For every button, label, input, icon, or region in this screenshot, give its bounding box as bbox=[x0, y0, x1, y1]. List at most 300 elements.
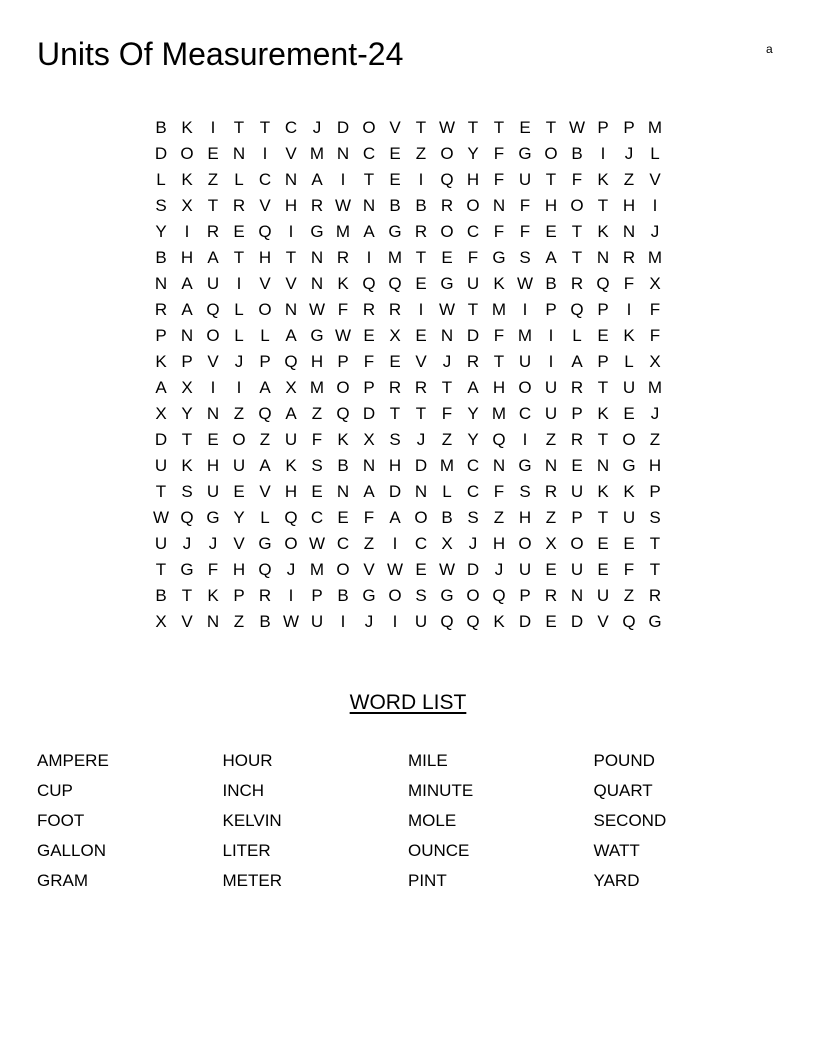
grid-letter: R bbox=[388, 300, 402, 319]
grid-letter: N bbox=[284, 170, 298, 189]
grid-letter: W bbox=[386, 560, 404, 579]
grid-letter: N bbox=[336, 482, 350, 501]
grid-letter: G bbox=[648, 612, 662, 631]
word-list-item: AMPERE bbox=[37, 751, 109, 770]
grid-letter: D bbox=[466, 326, 480, 345]
grid-letter: U bbox=[596, 586, 610, 605]
grid-letter: T bbox=[493, 352, 505, 371]
grid-letter: Q bbox=[440, 170, 454, 189]
grid-letter: T bbox=[415, 118, 427, 137]
grid-letter: M bbox=[517, 326, 533, 345]
grid-letter: H bbox=[284, 482, 298, 501]
grid-row bbox=[148, 115, 668, 141]
grid-letter: A bbox=[363, 222, 375, 241]
grid-letter: S bbox=[467, 508, 479, 527]
grid-letter: N bbox=[440, 326, 454, 345]
word-list bbox=[37, 746, 779, 896]
grid-letter: B bbox=[337, 586, 349, 605]
grid-letter: I bbox=[652, 196, 658, 215]
grid-letter: A bbox=[285, 326, 297, 345]
grid-letter: Z bbox=[545, 430, 557, 449]
grid-letter: J bbox=[416, 430, 426, 449]
grid-letter: Q bbox=[492, 430, 506, 449]
grid-letter: G bbox=[518, 456, 532, 475]
grid-letter: A bbox=[155, 378, 167, 397]
grid-letter: J bbox=[312, 118, 322, 137]
grid-letter: J bbox=[286, 560, 296, 579]
grid-letter: R bbox=[648, 586, 662, 605]
grid-letter: N bbox=[596, 456, 610, 475]
grid-letter: T bbox=[363, 170, 375, 189]
grid-letter: Z bbox=[259, 430, 271, 449]
word-list-item: LITER bbox=[222, 841, 271, 860]
grid-letter: H bbox=[492, 378, 506, 397]
grid-letter: N bbox=[206, 404, 220, 423]
grid-letter: Z bbox=[623, 170, 635, 189]
grid-letter: U bbox=[622, 378, 636, 397]
grid-letter: X bbox=[649, 274, 661, 293]
grid-letter: I bbox=[548, 352, 554, 371]
grid-letter: E bbox=[545, 560, 557, 579]
grid-letter: M bbox=[647, 118, 663, 137]
grid-letter: T bbox=[285, 248, 297, 267]
grid-letter: T bbox=[155, 560, 167, 579]
grid-letter: N bbox=[180, 326, 194, 345]
grid-letter: X bbox=[363, 430, 375, 449]
grid-letter: H bbox=[206, 456, 220, 475]
grid-letter: O bbox=[440, 144, 454, 163]
word-list-heading-row bbox=[0, 689, 816, 717]
grid-letter: Y bbox=[181, 404, 193, 423]
grid-letter: W bbox=[438, 300, 456, 319]
grid-letter: I bbox=[288, 222, 294, 241]
grid-letter: F bbox=[649, 326, 661, 345]
grid-letter: T bbox=[597, 430, 609, 449]
grid-letter: S bbox=[415, 586, 427, 605]
grid-letter: B bbox=[259, 612, 271, 631]
grid-letter: R bbox=[622, 248, 636, 267]
grid-letter: C bbox=[362, 144, 376, 163]
grid-letter: T bbox=[233, 118, 245, 137]
grid-letter: J bbox=[364, 612, 374, 631]
grid-letter: P bbox=[181, 352, 193, 371]
grid-letter: F bbox=[337, 300, 349, 319]
grid-letter: V bbox=[649, 170, 661, 189]
grid-letter: O bbox=[466, 196, 480, 215]
grid-letter: E bbox=[233, 222, 245, 241]
grid-letter: M bbox=[335, 222, 351, 241]
grid-letter: V bbox=[259, 482, 271, 501]
grid-letter: T bbox=[649, 560, 661, 579]
grid-letter: S bbox=[311, 456, 323, 475]
grid-letter: R bbox=[258, 586, 272, 605]
grid-letter: U bbox=[622, 508, 636, 527]
grid-letter: S bbox=[181, 482, 193, 501]
grid-letter: K bbox=[285, 456, 297, 475]
grid-letter: E bbox=[415, 274, 427, 293]
grid-letter: E bbox=[389, 352, 401, 371]
grid-letter: L bbox=[260, 326, 270, 345]
grid-letter: Z bbox=[233, 404, 245, 423]
grid-row bbox=[148, 193, 668, 219]
grid-letter: E bbox=[597, 560, 609, 579]
grid-letter: K bbox=[597, 222, 609, 241]
grid-letter: N bbox=[232, 144, 246, 163]
word-list-item: QUART bbox=[593, 781, 653, 800]
grid-letter: F bbox=[493, 170, 505, 189]
grid-letter: O bbox=[180, 144, 194, 163]
grid-letter: V bbox=[597, 612, 609, 631]
grid-letter: Z bbox=[441, 430, 453, 449]
grid-letter: G bbox=[362, 586, 376, 605]
grid-letter: O bbox=[232, 430, 246, 449]
grid-letter: C bbox=[466, 482, 480, 501]
grid-letter: H bbox=[310, 352, 324, 371]
grid-letter: O bbox=[258, 300, 272, 319]
grid-letter: W bbox=[438, 118, 456, 137]
grid-letter: P bbox=[623, 118, 635, 137]
grid-letter: N bbox=[362, 196, 376, 215]
grid-letter: P bbox=[259, 352, 271, 371]
grid-letter: A bbox=[285, 404, 297, 423]
grid-letter: K bbox=[181, 456, 193, 475]
grid-letter: Q bbox=[622, 612, 636, 631]
grid-letter: W bbox=[516, 274, 534, 293]
grid-letter: H bbox=[544, 196, 558, 215]
grid-letter: Z bbox=[415, 144, 427, 163]
grid-letter: K bbox=[597, 170, 609, 189]
grid-letter: E bbox=[571, 456, 583, 475]
grid-letter: A bbox=[545, 248, 557, 267]
grid-letter: V bbox=[207, 352, 219, 371]
grid-letter: B bbox=[545, 274, 557, 293]
grid-letter: I bbox=[236, 378, 242, 397]
grid-letter: N bbox=[544, 456, 558, 475]
grid-row bbox=[148, 297, 668, 323]
grid-row bbox=[148, 401, 668, 427]
grid-letter: C bbox=[336, 534, 350, 553]
grid-letter: F bbox=[363, 352, 375, 371]
word-list-item: YARD bbox=[593, 871, 640, 890]
grid-letter: K bbox=[337, 274, 349, 293]
grid-letter: I bbox=[392, 612, 398, 631]
grid-letter: U bbox=[518, 560, 532, 579]
grid-letter: I bbox=[262, 144, 268, 163]
grid-letter: Y bbox=[155, 222, 167, 241]
grid-letter: O bbox=[206, 326, 220, 345]
grid-letter: W bbox=[308, 534, 326, 553]
grid-row bbox=[148, 349, 668, 375]
grid-letter: A bbox=[467, 378, 479, 397]
grid-letter: R bbox=[466, 352, 480, 371]
grid-letter: P bbox=[519, 586, 531, 605]
grid-letter: Q bbox=[284, 352, 298, 371]
grid-letter: I bbox=[392, 534, 398, 553]
grid-letter: O bbox=[518, 534, 532, 553]
grid-letter: I bbox=[600, 144, 606, 163]
grid-letter: I bbox=[522, 430, 528, 449]
word-list-column bbox=[408, 746, 594, 896]
grid-letter: M bbox=[647, 378, 663, 397]
grid-letter: W bbox=[568, 118, 586, 137]
grid-letter: P bbox=[363, 378, 375, 397]
grid-letter: C bbox=[310, 508, 324, 527]
grid-letter: Q bbox=[466, 612, 480, 631]
grid-letter: Q bbox=[206, 300, 220, 319]
grid-letter: T bbox=[259, 118, 271, 137]
grid-letter: T bbox=[467, 118, 479, 137]
grid-letter: Z bbox=[233, 612, 245, 631]
grid-letter: J bbox=[208, 534, 218, 553]
grid-letter: B bbox=[571, 144, 583, 163]
grid-letter: U bbox=[154, 534, 168, 553]
grid-letter: V bbox=[389, 118, 401, 137]
word-list-item: MOLE bbox=[408, 811, 457, 830]
grid-letter: U bbox=[570, 560, 584, 579]
grid-letter: X bbox=[155, 612, 167, 631]
grid-letter: K bbox=[181, 118, 193, 137]
grid-letter: B bbox=[415, 196, 427, 215]
grid-letter: Z bbox=[311, 404, 323, 423]
word-list-item: WATT bbox=[593, 841, 640, 860]
grid-row bbox=[148, 271, 668, 297]
grid-letter: P bbox=[233, 586, 245, 605]
grid-letter: N bbox=[284, 300, 298, 319]
grid-row bbox=[148, 557, 668, 583]
grid-letter: M bbox=[309, 378, 325, 397]
grid-letter: N bbox=[206, 612, 220, 631]
grid-letter: G bbox=[206, 508, 220, 527]
grid-letter: R bbox=[570, 430, 584, 449]
word-list-item: GRAM bbox=[37, 871, 88, 890]
grid-letter: V bbox=[233, 534, 245, 553]
grid-letter: H bbox=[180, 248, 194, 267]
grid-letter: S bbox=[519, 482, 531, 501]
grid-letter: C bbox=[258, 170, 272, 189]
grid-letter: I bbox=[210, 118, 216, 137]
grid-letter: G bbox=[310, 326, 324, 345]
grid-letter: Z bbox=[493, 508, 505, 527]
word-list-item: KELVIN bbox=[222, 811, 282, 830]
grid-letter: M bbox=[491, 404, 507, 423]
grid-letter: T bbox=[545, 170, 557, 189]
grid-letter: Q bbox=[596, 274, 610, 293]
grid-letter: G bbox=[388, 222, 402, 241]
grid-letter: F bbox=[363, 508, 375, 527]
grid-row bbox=[148, 609, 668, 635]
grid-letter: I bbox=[366, 248, 372, 267]
word-list-item: FOOT bbox=[37, 811, 85, 830]
grid-letter: K bbox=[597, 482, 609, 501]
grid-letter: X bbox=[441, 534, 453, 553]
grid-letter: E bbox=[363, 326, 375, 345]
grid-letter: R bbox=[388, 378, 402, 397]
grid-letter: G bbox=[440, 274, 454, 293]
grid-letter: Q bbox=[440, 612, 454, 631]
grid-letter: L bbox=[234, 326, 244, 345]
grid-letter: Q bbox=[388, 274, 402, 293]
grid-letter: J bbox=[494, 560, 504, 579]
grid-letter: N bbox=[492, 456, 506, 475]
grid-letter: O bbox=[570, 196, 584, 215]
grid-letter: E bbox=[415, 560, 427, 579]
grid-letter: W bbox=[438, 560, 456, 579]
grid-letter: A bbox=[389, 508, 401, 527]
grid-letter: V bbox=[415, 352, 427, 371]
grid-letter: U bbox=[570, 482, 584, 501]
grid-letter: H bbox=[258, 248, 272, 267]
grid-letter: F bbox=[467, 248, 479, 267]
grid-letter: R bbox=[206, 222, 220, 241]
grid-letter: U bbox=[518, 352, 532, 371]
grid-letter: D bbox=[518, 612, 532, 631]
grid-letter: F bbox=[311, 430, 323, 449]
grid-letter: T bbox=[415, 248, 427, 267]
grid-letter: T bbox=[233, 248, 245, 267]
grid-letter: F bbox=[519, 222, 531, 241]
grid-letter: Z bbox=[545, 508, 557, 527]
grid-letter: L bbox=[624, 352, 634, 371]
grid-letter: I bbox=[184, 222, 190, 241]
grid-letter: E bbox=[389, 170, 401, 189]
grid-letter: Y bbox=[467, 430, 479, 449]
grid-letter: P bbox=[571, 404, 583, 423]
grid-letter: Q bbox=[258, 222, 272, 241]
grid-letter: M bbox=[387, 248, 403, 267]
grid-letter: H bbox=[388, 456, 402, 475]
grid-letter: L bbox=[156, 170, 166, 189]
grid-letter: T bbox=[415, 404, 427, 423]
grid-letter: H bbox=[492, 534, 506, 553]
word-list-item: SECOND bbox=[593, 811, 667, 830]
grid-letter: T bbox=[207, 196, 219, 215]
grid-letter: K bbox=[597, 404, 609, 423]
grid-letter: E bbox=[597, 534, 609, 553]
grid-letter: T bbox=[597, 378, 609, 397]
grid-letter: I bbox=[418, 300, 424, 319]
grid-letter: K bbox=[493, 612, 505, 631]
grid-letter: I bbox=[522, 300, 528, 319]
grid-letter: T bbox=[441, 378, 453, 397]
grid-row bbox=[148, 531, 668, 557]
grid-letter: C bbox=[466, 456, 480, 475]
grid-letter: T bbox=[155, 482, 167, 501]
grid-letter: E bbox=[441, 248, 453, 267]
grid-letter: G bbox=[440, 586, 454, 605]
grid-letter: B bbox=[155, 586, 167, 605]
grid-letter: U bbox=[544, 378, 558, 397]
grid-letter: C bbox=[518, 404, 532, 423]
grid-letter: I bbox=[210, 378, 216, 397]
grid-letter: Z bbox=[649, 430, 661, 449]
grid-letter: I bbox=[626, 300, 632, 319]
grid-letter: D bbox=[362, 404, 376, 423]
grid-row bbox=[148, 453, 668, 479]
grid-letter: D bbox=[414, 456, 428, 475]
grid-letter: V bbox=[363, 560, 375, 579]
grid-letter: P bbox=[545, 300, 557, 319]
grid-letter: K bbox=[207, 586, 219, 605]
grid-row bbox=[148, 323, 668, 349]
grid-letter: P bbox=[155, 326, 167, 345]
grid-letter: R bbox=[232, 196, 246, 215]
grid-letter: N bbox=[570, 586, 584, 605]
grid-letter: G bbox=[518, 144, 532, 163]
grid-letter: U bbox=[414, 612, 428, 631]
grid-letter: F bbox=[571, 170, 583, 189]
grid-letter: U bbox=[518, 170, 532, 189]
grid-letter: F bbox=[623, 274, 635, 293]
grid-letter: E bbox=[623, 404, 635, 423]
grid-letter: K bbox=[623, 326, 635, 345]
grid-letter: F bbox=[519, 196, 531, 215]
grid-letter: N bbox=[622, 222, 636, 241]
grid-letter: J bbox=[234, 352, 244, 371]
grid-letter: L bbox=[234, 300, 244, 319]
grid-letter: A bbox=[311, 170, 323, 189]
grid-letter: E bbox=[233, 482, 245, 501]
word-list-item: GALLON bbox=[37, 841, 106, 860]
grid-letter: F bbox=[649, 300, 661, 319]
grid-letter: K bbox=[155, 352, 167, 371]
grid-letter: S bbox=[389, 430, 401, 449]
grid-letter: R bbox=[414, 378, 428, 397]
grid-letter: U bbox=[544, 404, 558, 423]
letter-grid bbox=[148, 115, 668, 635]
grid-letter: O bbox=[544, 144, 558, 163]
grid-letter: U bbox=[466, 274, 480, 293]
grid-letter: R bbox=[362, 300, 376, 319]
grid-letter: R bbox=[570, 274, 584, 293]
grid-letter: R bbox=[544, 482, 558, 501]
grid-letter: G bbox=[258, 534, 272, 553]
grid-letter: R bbox=[154, 300, 168, 319]
grid-letter: N bbox=[492, 196, 506, 215]
word-list-item: MINUTE bbox=[408, 781, 474, 800]
grid-letter: D bbox=[336, 118, 350, 137]
grid-letter: T bbox=[571, 222, 583, 241]
grid-letter: E bbox=[545, 222, 557, 241]
page-title: Units Of Measurement-24 bbox=[37, 36, 404, 72]
grid-letter: E bbox=[597, 326, 609, 345]
grid-letter: L bbox=[650, 144, 660, 163]
grid-letter: Y bbox=[467, 144, 479, 163]
grid-letter: L bbox=[572, 326, 582, 345]
grid-letter: R bbox=[544, 586, 558, 605]
grid-letter: J bbox=[650, 222, 660, 241]
grid-letter: Q bbox=[258, 404, 272, 423]
grid-row bbox=[148, 583, 668, 609]
grid-letter: T bbox=[467, 300, 479, 319]
grid-letter: T bbox=[181, 430, 193, 449]
grid-letter: H bbox=[466, 170, 480, 189]
grid-letter: Z bbox=[623, 586, 635, 605]
grid-letter: P bbox=[649, 482, 661, 501]
grid-letter: I bbox=[340, 612, 346, 631]
grid-row bbox=[148, 167, 668, 193]
grid-letter: T bbox=[493, 118, 505, 137]
grid-letter: G bbox=[180, 560, 194, 579]
grid-letter: C bbox=[284, 118, 298, 137]
grid-letter: U bbox=[310, 612, 324, 631]
grid-letter: U bbox=[232, 456, 246, 475]
grid-letter: Q bbox=[362, 274, 376, 293]
grid-letter: P bbox=[597, 300, 609, 319]
grid-letter: J bbox=[182, 534, 192, 553]
grid-letter: N bbox=[596, 248, 610, 267]
grid-letter: X bbox=[545, 534, 557, 553]
grid-letter: G bbox=[492, 248, 506, 267]
